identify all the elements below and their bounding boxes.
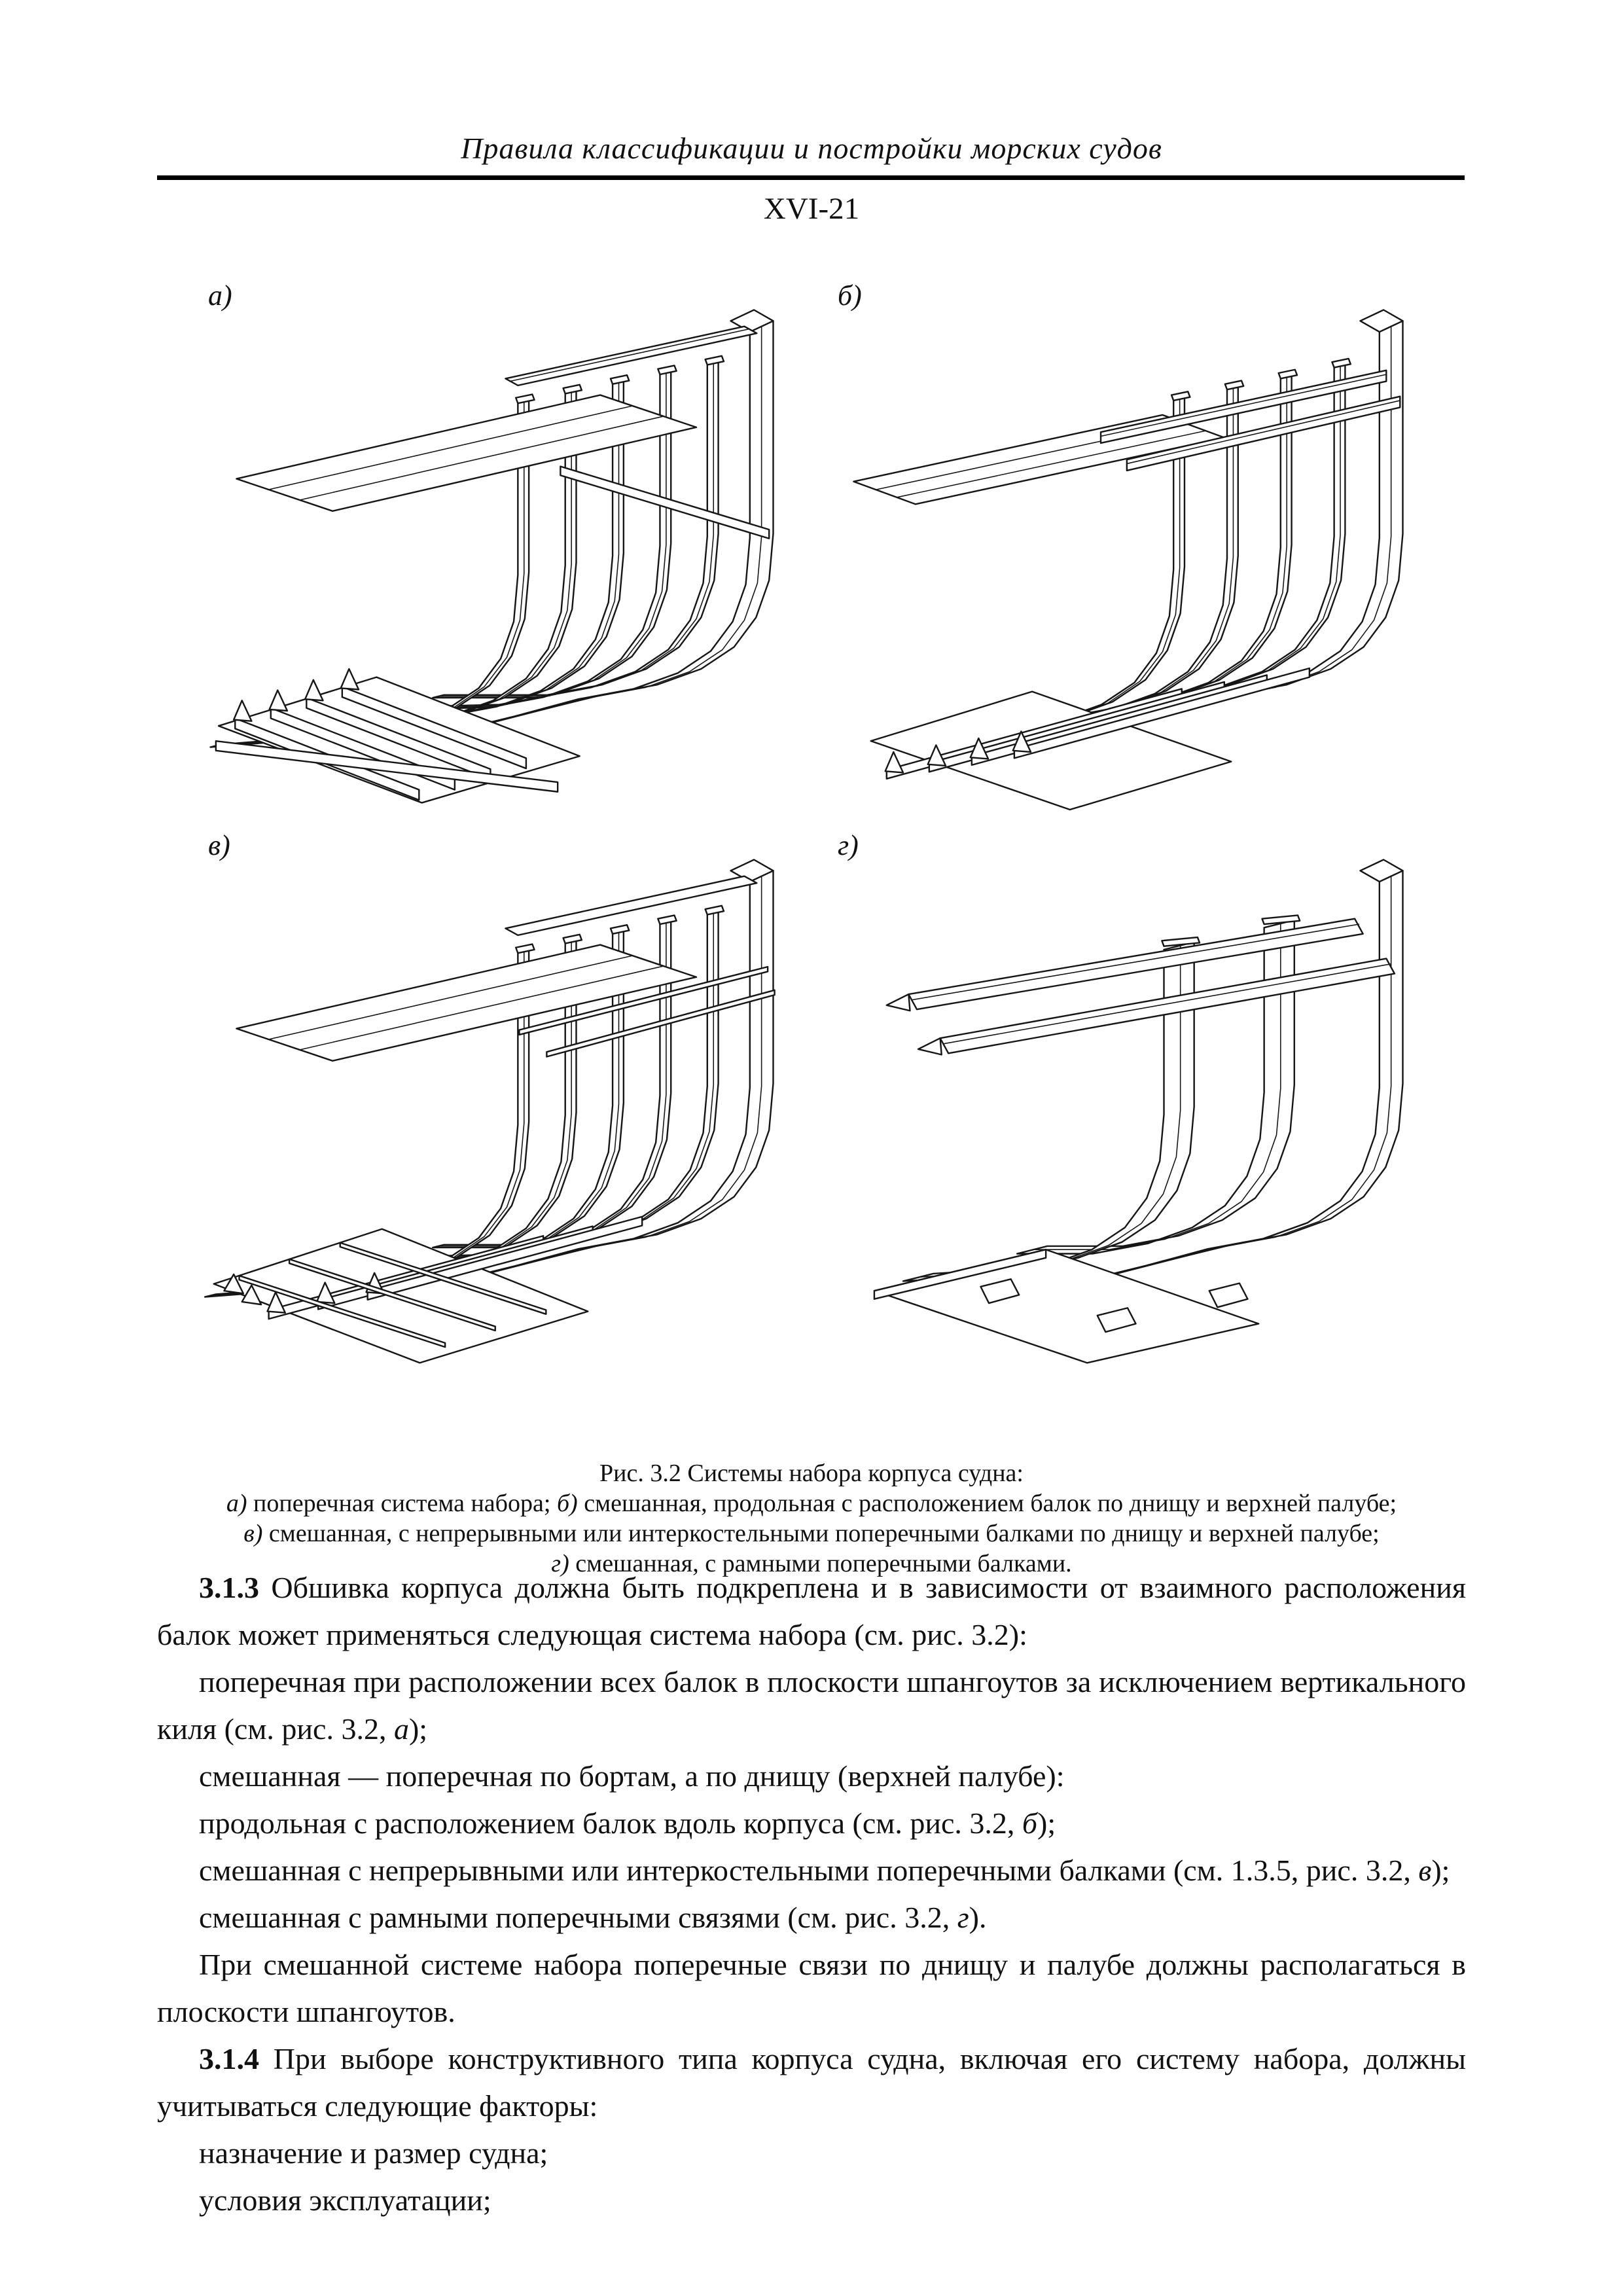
figure-panel-a [174, 260, 796, 823]
header-title: Правила классификации и постройки морских судов [461, 132, 1162, 165]
figure-panel-d [804, 810, 1425, 1373]
list-item: поперечная при расположении всех балок в плоскости шпангоутов за исключением вертикального киля (см. рис. 3.2, а); [157, 1665, 1466, 1746]
figure-label-c: в) [208, 829, 230, 861]
list-item: смешанная — поперечная по бортам, а по днищу (верхней палубе): [199, 1759, 1065, 1793]
figure-caption [157, 1458, 1466, 1579]
figure-drawing-c-mixed-grid-framing [174, 810, 796, 1373]
header-rule [157, 175, 1465, 180]
page-number: XVI-21 [763, 192, 860, 226]
list-item: смешанная с рамными поперечными связями (см. рис. 3.2, г). [199, 1901, 987, 1934]
running-header [157, 131, 1466, 166]
figure-panel-b [804, 260, 1425, 823]
figure-drawing-b-longitudinal-bottom-deck [804, 260, 1425, 823]
figure-label-b: б) [838, 279, 862, 312]
figure-caption-line: а) поперечная система набора; б) смешанная, продольная с расположением балок по днищу и верхней палубе; [226, 1490, 1397, 1517]
list-item: условия эксплуатации; [199, 2183, 491, 2217]
paragraph-3-1-4: 3.1.4 При выборе конструктивного типа корпуса судна, включая его систему набора, должны учитываться следующие факторы: [157, 2042, 1466, 2123]
figure-caption-line: г) смешанная, с рамными поперечными балками. [551, 1550, 1072, 1577]
body-text [157, 1564, 1466, 2224]
figure-caption-title: Рис. 3.2 Системы набора корпуса судна: [599, 1460, 1024, 1487]
figure-panel-c [174, 810, 796, 1373]
figure-caption-line: в) смешанная, с непрерывными или интеркостельными поперечными балками по днищу и верхней палубе; [243, 1520, 1380, 1547]
figure-label-a: а) [208, 279, 232, 312]
list-item: смешанная с непрерывными или интеркостельными поперечными балками (см. 1.3.5, рис. 3.2, в); [199, 1854, 1450, 1887]
figure-drawing-d-web-frames [804, 810, 1425, 1373]
list-item: продольная с расположением балок вдоль корпуса (см. рис. 3.2, б); [199, 1806, 1056, 1840]
paragraph-3-1-3: 3.1.3 Обшивка корпуса должна быть подкреплена и в зависимости от взаимного расположения балок может применяться следующая система набора (см. рис. 3.2): [157, 1571, 1466, 1651]
list-item: назначение и размер судна; [199, 2136, 548, 2170]
figure-drawing-a-transverse-framing [174, 260, 796, 823]
paragraph: При смешанной системе набора поперечные связи по днищу и палубе должны располагаться в плоскости шпангоутов. [157, 1948, 1466, 2028]
figure-label-d: г) [838, 829, 859, 861]
